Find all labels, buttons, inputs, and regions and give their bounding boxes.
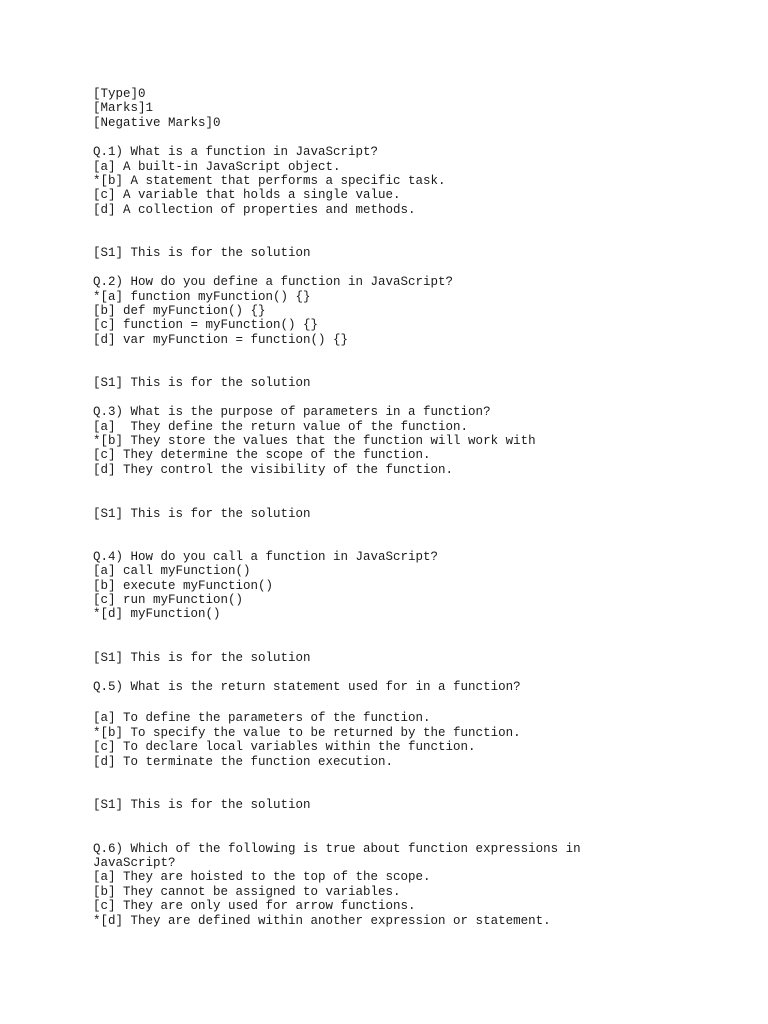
type-line: [Type]0 — [93, 87, 146, 101]
question-4-option-d: *[d] myFunction() — [93, 607, 221, 621]
question-3-option-c: [c] They determine the scope of the function. — [93, 448, 431, 462]
question-2-option-c: [c] function = myFunction() {} — [93, 318, 319, 332]
question-5-text: Q.5) What is the return statement used for in a function? — [93, 680, 521, 694]
negative-marks-line: [Negative Marks]0 — [93, 116, 221, 130]
question-3-option-a: [a] They define the return value of the function. — [93, 420, 469, 434]
question-5-solution: [S1] This is for the solution — [93, 798, 311, 812]
question-1-text: Q.1) What is a function in JavaScript? — [93, 145, 379, 159]
question-3-solution: [S1] This is for the solution — [93, 507, 311, 521]
question-2-option-a: *[a] function myFunction() {} — [93, 290, 311, 304]
question-6-option-b: [b] They cannot be assigned to variables. — [93, 885, 401, 899]
question-3-option-d: [d] They control the visibility of the function. — [93, 463, 454, 477]
question-5-option-b: *[b] To specify the value to be returned by the function. — [93, 726, 521, 740]
question-4-text: Q.4) How do you call a function in JavaScript? — [93, 550, 439, 564]
question-3-text: Q.3) What is the purpose of parameters in a function? — [93, 405, 491, 419]
question-4-option-c: [c] run myFunction() — [93, 593, 244, 607]
question-3-option-b: *[b] They store the values that the function will work with — [93, 434, 536, 448]
question-1-option-a: [a] A built-in JavaScript object. — [93, 160, 341, 174]
question-1-option-c: [c] A variable that holds a single value. — [93, 188, 401, 202]
question-4-option-b: [b] execute myFunction() — [93, 579, 274, 593]
question-2-option-d: [d] var myFunction = function() {} — [93, 333, 349, 347]
question-6-text-line-1: Q.6) Which of the following is true about function expressions in — [93, 842, 581, 856]
question-6-option-d: *[d] They are defined within another expression or statement. — [93, 914, 551, 928]
marks-line: [Marks]1 — [93, 101, 154, 115]
question-4-solution: [S1] This is for the solution — [93, 651, 311, 665]
question-1-solution: [S1] This is for the solution — [93, 246, 311, 260]
question-2-text: Q.2) How do you define a function in JavaScript? — [93, 275, 454, 289]
question-6-option-a: [a] They are hoisted to the top of the scope. — [93, 870, 431, 884]
question-4-option-a: [a] call myFunction() — [93, 564, 251, 578]
question-2-option-b: [b] def myFunction() {} — [93, 304, 266, 318]
question-5-option-d: [d] To terminate the function execution. — [93, 755, 394, 769]
question-6-text-line-2: JavaScript? — [93, 856, 176, 870]
question-1-option-b: *[b] A statement that performs a specific task. — [93, 174, 446, 188]
question-2-solution: [S1] This is for the solution — [93, 376, 311, 390]
question-5-option-c: [c] To declare local variables within the function. — [93, 740, 476, 754]
question-5-option-a: [a] To define the parameters of the function. — [93, 711, 431, 725]
question-6-option-c: [c] They are only used for arrow functions. — [93, 899, 416, 913]
question-1-option-d: [d] A collection of properties and methods. — [93, 203, 416, 217]
